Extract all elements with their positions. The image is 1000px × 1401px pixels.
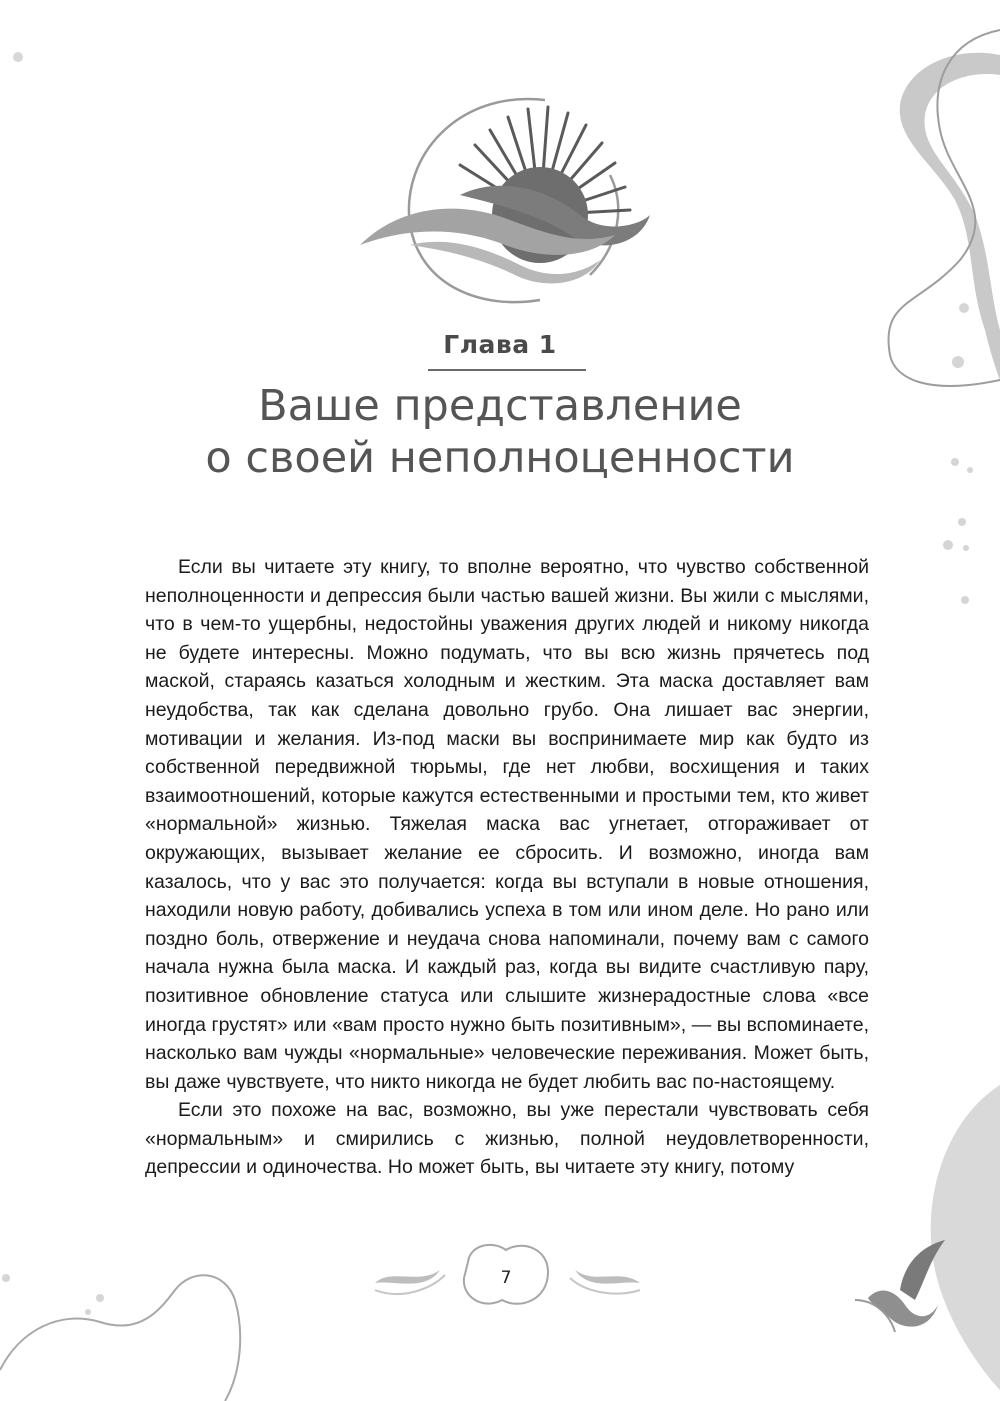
decor-dot — [958, 518, 966, 526]
page-number: 7 — [500, 1268, 512, 1288]
decor-dot — [961, 596, 969, 604]
chapter-label: Глава 1 — [443, 330, 557, 359]
decor-dot — [96, 1294, 104, 1302]
paragraph: Если вы читаете эту книгу, то вполне вероятно, что чувство собственной неполноценности и депрессия были частью вашей жизни. Вы жили с мыслями, что в чем-то ущербны, недостойны уважения других людей и никому никогда не будете интересны. Можно подумать, что вы всю жизнь прячетесь под маской, стараясь казаться холодным и жестким. Эта маска доставляет вам неудобства, так как сделана довольно грубо. Она лишает вас энергии, мотивации и желания. Из-под маски вы воспринимаете мир как будто из собственной передвижной тюрьмы, где нет любви, восхищения и таких взаимоотношений, которые кажутся естественными и простыми тем, кто живет «нормальной» жизнью. Тяжелая маска вас угнетает, отгораживает от окружающих, вызывает желание ее сбросить. И возможно, иногда вам казалось, что у вас это получается: когда вы вступали в новые отношения, находили новую работу, добивались успеха в том или ином деле. Но рано или поздно боль, отвержение и неудача снова напоминали, почему вам с самого начала нужна была маска. И каждый раз, когда вы видите счастливую пару, позитивное обновление статуса или слышите жизнерадостные слова «все иногда грустят» или «вам просто нужно быть позитивным», — вы вспоминаете, насколько вам чужды «нормальные» человеческие переживания. Может быть, вы даже чувствуете, что никто никогда не будет любить вас по-настоящему. — [145, 556, 869, 1093]
chapter-emblem — [340, 95, 660, 315]
footer-swirl-right — [575, 1270, 640, 1284]
decor-leaf-bottom-right — [900, 1240, 945, 1300]
chapter-title — [0, 380, 1000, 484]
decor-line-bottom-left — [0, 1275, 240, 1401]
footer-swirl-left — [375, 1270, 440, 1284]
decor-blob-bottom-right — [931, 1085, 1000, 1390]
decor-dot — [2, 1274, 10, 1282]
chapter-underline — [428, 369, 586, 371]
body-text — [145, 553, 869, 1182]
decor-curl-bottom-right — [855, 1300, 895, 1332]
decor-dot — [13, 52, 23, 62]
decor-dot — [85, 1309, 91, 1315]
paragraph: Если это похоже на вас, возможно, вы уже перестали чувствовать себя «нормальным» и смирились с жизнью, полной неудовлетворенности, депрессии и одиночества. Но может быть, вы читаете эту книгу, потому — [145, 1099, 869, 1179]
decor-leaf-bottom-right — [868, 1291, 938, 1327]
footer-swirl-left — [375, 1275, 445, 1294]
decor-dot — [943, 540, 953, 550]
footer-swirl-right — [570, 1278, 640, 1294]
decor-dot — [959, 303, 969, 313]
chapter-title-line-2: о своей неполноценности — [205, 433, 795, 483]
decor-dot — [963, 545, 969, 551]
chapter-title-line-1: Ваше представление — [258, 381, 742, 431]
